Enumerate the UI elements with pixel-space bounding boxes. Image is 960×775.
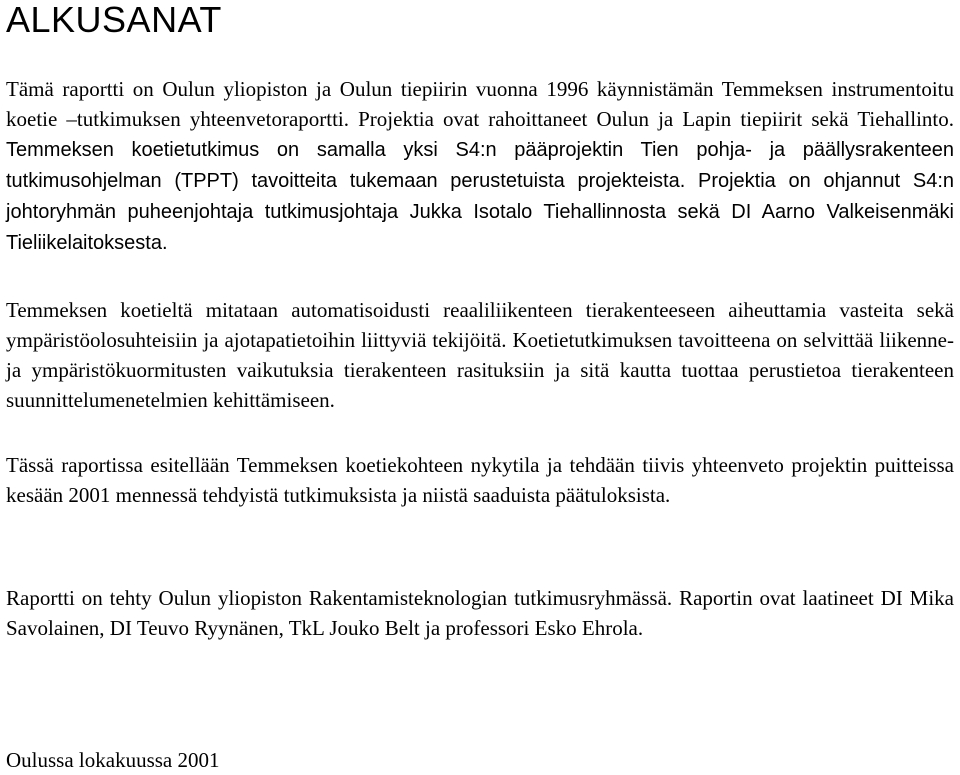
paragraph-intro <box>6 74 954 258</box>
place-and-date: Oulussa lokakuussa 2001 <box>6 748 220 772</box>
paragraph-authors: Raportti on tehty Oulun yliopiston Rakentamisteknologian tutkimusryhmässä. Raportin ovat laatineet DI Mika Savolainen, DI Teuvo Ryynänen, TkL Jouko Belt ja professori Esko Ehrola. <box>6 586 954 640</box>
paragraph-intro-sans-part: Temmeksen koetietutkimus on samalla yksi S4:n pääprojektin Tien pohja- ja päällysrakenteen tutkimusohjelman (TPPT) tavoitteita tukemaan perustetuista projekteista. Projektia on ohjannut S4:n johtoryhmän puheenjohtaja tutkimusjohtaja Jukka Isotalo Tiehallinnosta sekä DI Aarno Valkeisenmäki Tieliikelaitoksesta. <box>6 139 954 254</box>
paragraph-report-content: Tässä raportissa esitellään Temmeksen koetiekohteen nykytila ja tehdään tiivis yhteenveto projektin puitteissa kesään 2001 mennessä tehdyistä tutkimuksista ja niistä saaduista päätuloksista. <box>6 453 954 507</box>
page-title: ALKUSANAT <box>6 0 222 40</box>
paragraph-measurements: Temmeksen koetieltä mitataan automatisoidusti reaaliliikenteen tierakenteeseen aiheuttamia vasteita sekä ympäristöolosuhteisiin ja ajotapatietoihin liittyviä tekijöitä. Koetietutkimuksen tavoitteena on selvittää liikenne- ja ympäristökuormitusten vaikutuksia tierakenteen rasituksiin ja sitä kautta tuottaa perustietoa tierakenteen suunnittelumenetelmien kehittämiseen. <box>6 298 954 412</box>
paragraph-intro-serif-part: Tämä raportti on Oulun yliopiston ja Oulun tiepiirin vuonna 1996 käynnistämän Temmeksen instrumentoitu koetie –tutkimuksen yhteenvetoraportti. Projektia ovat rahoittaneet Oulun ja Lapin tiepiirit sekä Tiehallinto. <box>6 77 954 131</box>
